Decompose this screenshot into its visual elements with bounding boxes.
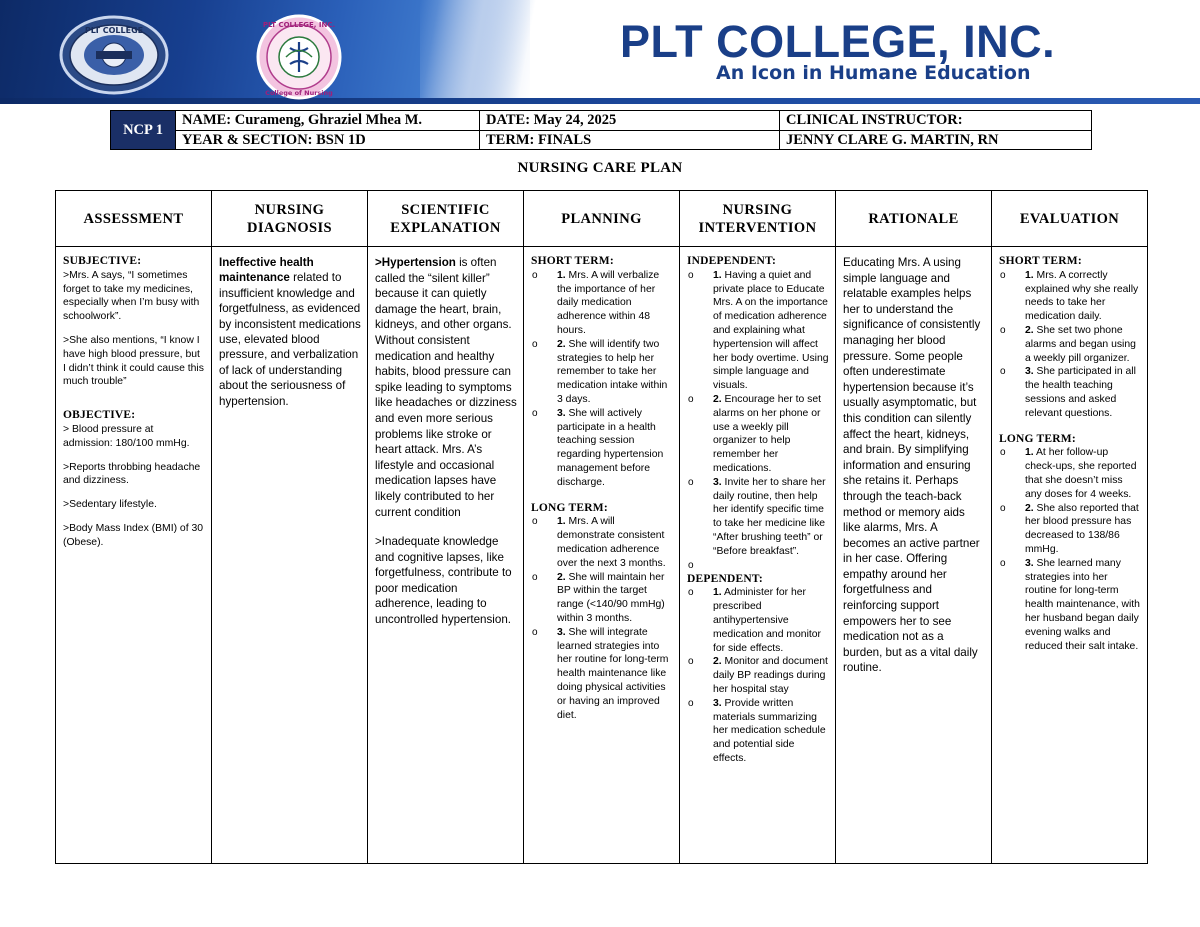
rationale-cell	[836, 247, 992, 864]
subjective-cue-2: >She also mentions, “I know I have high blood pressure, but I didn’t think it could cause this much trouble”	[63, 334, 204, 388]
diagnosis-rest: related to insufficient knowledge and forgetfulness, as evidenced by inconsistent medications use, elevated blood pressure, and verbalization of lack of understanding about the seriousness of hypertension.	[219, 271, 361, 408]
logo1-text: PLT COLLEGE	[84, 26, 144, 35]
header-nursing-diagnosis: NURSING DIAGNOSIS	[212, 191, 368, 247]
student-name: NAME: Curameng, Ghraziel Mhea M.	[176, 111, 480, 131]
student-info-table	[110, 110, 1092, 150]
nursing-care-plan-table	[55, 190, 1148, 864]
scientific-paragraph-1	[375, 255, 517, 520]
objective-label: OBJECTIVE:	[63, 409, 136, 422]
list-item: o 3. She will actively participate in a health teaching session regarding hypertension management before discharge.	[531, 407, 673, 490]
list-item: o 2. Encourage her to set alarms on her phone or use a weekly pill organizer to help remember her medications.	[687, 393, 829, 476]
header-banner	[0, 0, 1200, 104]
list-item: o 3. She participated in all the health teaching sessions and asked relevant questions.	[999, 365, 1141, 420]
header-evaluation: EVALUATION	[992, 191, 1148, 247]
list-item: o 3. Invite her to share her daily routine, then help her identify specific time to take her medicine like “After brushing teeth” or “Before breakfast”.	[687, 476, 829, 559]
header-planning: PLANNING	[524, 191, 680, 247]
subjective-cue-1: >Mrs. A says, “I sometimes forget to take my medicines, especially when I’m busy with schoolwork”.	[63, 269, 200, 323]
list-item: o 1. At her follow-up check-ups, she reported that she doesn’t miss any doses for 4 weeks.	[999, 446, 1141, 501]
planning-short-label: SHORT TERM:	[531, 255, 614, 267]
instructor-label: CLINICAL INSTRUCTOR:	[780, 111, 1092, 131]
objective-cue-2: >Reports throbbing headache and dizziness.	[63, 461, 201, 487]
term: TERM: FINALS	[480, 130, 780, 150]
date: DATE: May 24, 2025	[480, 111, 780, 131]
logo2-top-text: PLT COLLEGE, INC.	[262, 21, 336, 29]
evaluation-long-list	[999, 446, 1141, 653]
intervention-cell	[680, 247, 836, 864]
list-item: o 2. She will identify two strategies to help her remember to take her medication intake within 3 days.	[531, 338, 673, 407]
header-assessment: ASSESSMENT	[56, 191, 212, 247]
list-item: o 2. She also reported that her blood pressure has decreased to 138/86 mmHg.	[999, 502, 1141, 557]
subjective-label: SUBJECTIVE:	[63, 255, 142, 267]
diagnosis-text	[219, 255, 361, 409]
list-item: o 1. Mrs. A will demonstrate consistent medication adherence over the next 3 months.	[531, 515, 673, 570]
year-section: YEAR & SECTION: BSN 1D	[176, 130, 480, 150]
logo2-bottom-text: College of Nursing	[265, 89, 333, 97]
header-nursing-intervention: NURSING INTERVENTION	[680, 191, 836, 247]
objective-cue-4: >Body Mass Index (BMI) of 30 (Obese).	[63, 522, 204, 548]
rationale-text: Educating Mrs. A using simple language and relatable examples helps her to understand the significance of consistently managing her blood pressure. Some people often underestimate hypertension because it’s usually asymptomatic, but this condition can silently affect the heart, kidneys, and brain. By simplifying information and ensuring she retains it. Perhaps through the teach-back method or memory aids like alarms, Mrs. A becomes an active partner in her case. Offering empathy around her forgetfulness and reinforcing support empowers her to see medication not as a burden, but as a vital daily routine.	[843, 256, 981, 675]
list-item: o 3. Provide written materials summarizing her medication schedule and potential side effects.	[687, 697, 829, 766]
ncp-number: NCP 1	[111, 111, 176, 150]
objective-cue-3: >Sedentary lifestyle.	[63, 499, 157, 511]
assessment-cell	[56, 247, 212, 864]
list-item: o 3. She will integrate learned strategies into her routine for long-term health maintenance like doing physical activities or having an improved diet.	[531, 626, 673, 723]
planning-long-label: LONG TERM:	[531, 501, 608, 514]
list-item: o 1. Mrs. A correctly explained why she really needs to take her medication daily.	[999, 269, 1141, 324]
planning-short-list	[531, 269, 673, 490]
diagnosis-cell	[212, 247, 368, 864]
scientific-bold: >Hypertension	[375, 256, 456, 269]
header-scientific-explanation: SCIENTIFIC EXPLANATION	[368, 191, 524, 247]
diagnosis-bold: Ineffective health maintenance	[219, 256, 314, 285]
objective-cue-1: > Blood pressure at admission: 180/100 mmHg.	[63, 423, 190, 449]
banner-bottom-bar	[0, 98, 1200, 104]
table-header-row	[56, 191, 1148, 247]
header-rationale: RATIONALE	[836, 191, 992, 247]
list-item: o 2. She will maintain her BP within the target range (<140/90 mmHg) within 3 months.	[531, 571, 673, 626]
brand-subtitle: An Icon in Humane Education	[716, 62, 1031, 84]
planning-cell	[524, 247, 680, 864]
evaluation-long-label: LONG TERM:	[999, 432, 1076, 445]
brand-title: PLT COLLEGE, INC.	[620, 16, 1056, 67]
dependent-list	[687, 586, 829, 765]
list-item: o 2. She set two phone alarms and began using a weekly pill organizer.	[999, 324, 1141, 365]
scientific-paragraph-2: >Inadequate knowledge and cognitive lapses, like forgetfulness, contribute to poor medication adherence, leading to uncontrolled hypertension.	[375, 535, 512, 627]
planning-long-list	[531, 515, 673, 722]
scientific-explanation-cell	[368, 247, 524, 864]
list-item-empty	[687, 559, 829, 573]
list-item: o 2. Monitor and document daily BP readings during her hospital stay	[687, 655, 829, 696]
table-row	[56, 247, 1148, 864]
independent-label: INDEPENDENT:	[687, 255, 777, 267]
instructor-name: JENNY CLARE G. MARTIN, RN	[780, 130, 1092, 150]
dependent-label: DEPENDENT:	[687, 572, 763, 585]
scientific-rest: is often called the “silent killer” because it can quietly damage the heart, brain, kidneys, and other organs. Without consistent medication and healthy habits, blood pressure can spike leading to symptoms like headaches or dizziness and even more serious problems like stroke or heart attack. Mrs. A’s lifestyle and occasional medication lapses have likely contributed to her current condition	[375, 256, 517, 519]
banner-stripe	[420, 0, 530, 104]
list-item: o 3. She learned many strategies into her routine for long-term health maintenance, with her husband began daily evening walks and reduced their salt intake.	[999, 557, 1141, 654]
document-title: NURSING CARE PLAN	[517, 160, 683, 176]
list-item: o 1. Mrs. A will verbalize the importance of her daily medication adherence within 48 hours.	[531, 269, 673, 338]
independent-list	[687, 269, 829, 573]
list-item: o 1. Administer for her prescribed antihypertensive medication and monitor for side effects.	[687, 586, 829, 655]
evaluation-short-label: SHORT TERM:	[999, 255, 1082, 267]
evaluation-cell	[992, 247, 1148, 864]
list-item: o 1. Having a quiet and private place to Educate Mrs. A on the importance of medication adherence and explaining what hypertension will affect her body overtime. Using simple language and visuals.	[687, 269, 829, 393]
evaluation-short-list	[999, 269, 1141, 421]
plt-college-seal-logo	[58, 14, 170, 96]
college-of-nursing-logo	[246, 14, 352, 100]
